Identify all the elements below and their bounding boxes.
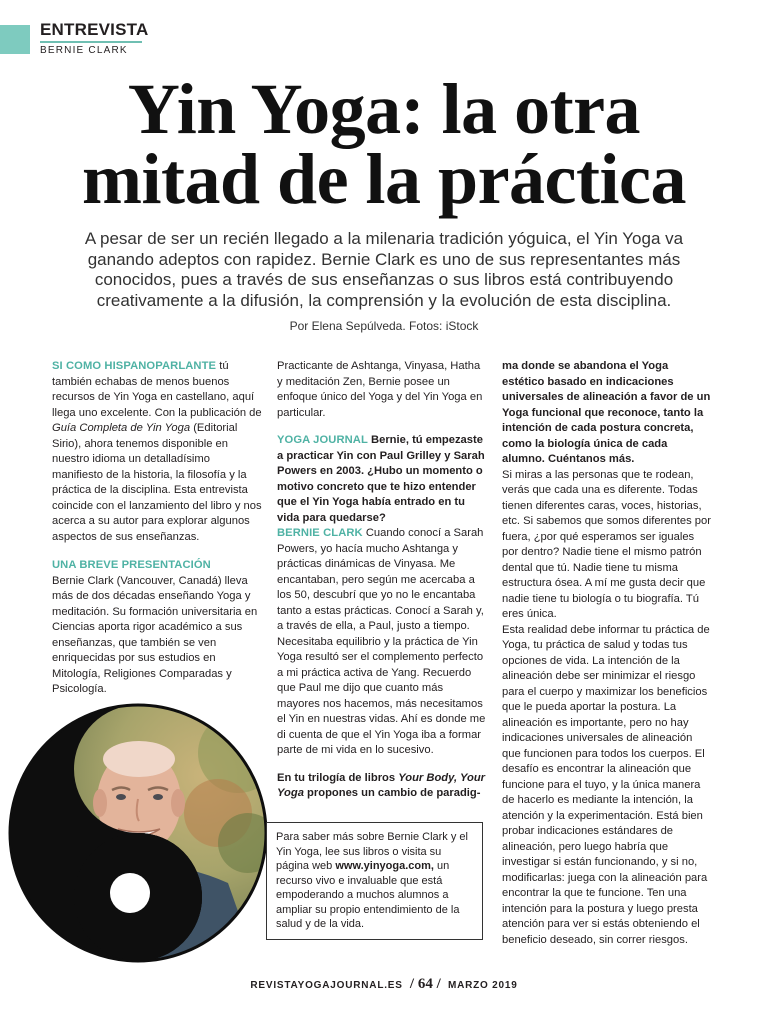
- answer-2-p1: Si miras a las personas que te rodean, verás que cada una es diferente. Todas tienen diferentes caras, voces, historias, etc. Si sabemos que somos diferentes por fuera, ¿por qué esperamos ser iguales por dentro? Nadie tiene el mismo patrón dental que tú. Nadie tiene tu misma estructura ósea. A mí me gusta decir que nadie tiene tu biología o tu biografía. Tú eres única.: [502, 468, 711, 620]
- interviewee-label: BERNIE CLARK: [277, 527, 363, 539]
- yin-yang-portrait: [8, 693, 268, 968]
- question-2-cont: [502, 359, 712, 468]
- info-text: un recurso vivo e invaluable que está empoderando a muchos alumnos a ampliar su propio entendimiento de la salud y de la vida.: [276, 860, 460, 930]
- footer-site: REVISTAYOGAJOURNAL.ES: [250, 980, 403, 991]
- section-color-tab: [0, 25, 30, 54]
- answer-2-p2: Esta realidad debe informar tu práctica de Yoga, tu práctica de salud y todas tus opciones de vida. La intención de la alineación debe ser minimizar el riesgo para el cuerpo y maximizar los beneficios que le pueda aportar la postura. La alineación es importante, pero no hay indicaciones universales de alineación que funcionen para todos los cuerpos. El desafío es encontrar la alineación que funcione para el tuyo, y la única manera de hacerlo es mediante la intención, la atención y la experimentación. Está bien probar indicaciones estándares de alineación, pero luego habría que investigar si están funcionando, y si no, modificarlas: juega con la alineación para encontrar la que te funcione. Ten una intención para la postura y luego presta atención para ver si estás obteniendo el beneficio deseado, sin correr riesgos.: [502, 623, 710, 946]
- footer-date: MARZO 2019: [447, 980, 518, 991]
- title-line-2: mitad de la práctica: [82, 139, 686, 219]
- subheading: UNA BREVE PRESENTACIÓN: [52, 559, 211, 571]
- paragraph-text: (Editorial Sirio), ahora tenemos disponible en nuestro idioma un detalladísimo manifiesto de la historia, la filosofía y la práctica de la disciplina. Esta entrevista coincide con el lanzamiento del libro y nos acerca a su autor para explorar algunos aspectos de sus enseñanzas.: [52, 422, 262, 543]
- book-title: Your Body, Your Yoga: [277, 771, 486, 799]
- page-title: [0, 69, 768, 219]
- answer-text: Cuando conocí a Sarah Powers, yo hacía mucho Ashtanga y prácticas dinámicas de Vinyasa. Me encantaban, pero según me acercaba a los 50, descubrí que yo no le encantaba tanto a estas prácticas. Conocí a Sarah y, a través de ella, a Paul, justo a tiempo. Necesitaba equilibrio y la práctica de Yin Yoga resultó ser el complemento perfecto a mi práctica activa de Yang. Recuerdo que Paul me dijo que cuanto más mayores nos hacemos, más necesitamos el Yin en nuestras vidas. Ahí es donde me di cuenta de que el Yin Yoga iba a formar parte de mi vida en lo sucesivo.: [277, 527, 486, 756]
- section-rule: [40, 41, 142, 43]
- section-author: BERNIE CLARK: [40, 44, 128, 56]
- answer-1: [277, 526, 486, 759]
- title-line-1: Yin Yoga: la otra: [127, 69, 641, 149]
- question-text: En tu trilogía de libros: [277, 771, 399, 784]
- lead-paragraph: A pesar de ser un recién llegado a la milenaria tradición yóguica, el Yin Yoga va ganando adeptos con rapidez. Bernie Clark es uno de sus representantes más conocidos, pues a través de sus enseñanzas o sus libros está contribuyendo creativamente a la difusión, la comprensión y la evolución de esta disciplina.: [84, 229, 684, 310]
- article-column-2: [277, 359, 486, 802]
- bio-paragraph: Bernie Clark (Vancouver, Canadá) lleva más de dos décadas enseñando Yoga y meditación. Su formación universitaria en Ciencias aporta rigor académico a sus enseñanzas, que también se ven enriquecidas por sus estudios en Mitología, Religiones Comparadas y Psicología.: [52, 574, 258, 695]
- info-text: Para saber más sobre Bernie Clark y el Yin Yoga, lee sus libros o visita su página web: [276, 831, 468, 872]
- book-title: Guía Completa de Yin Yoga: [52, 422, 191, 434]
- question-2: [277, 771, 486, 802]
- section-label: ENTREVISTA: [40, 20, 149, 39]
- section-header: [40, 19, 148, 56]
- article-column-3: [502, 359, 712, 948]
- byline: Por Elena Sepúlveda. Fotos: iStock: [289, 319, 479, 333]
- info-box: [266, 822, 483, 940]
- article-column-1: [52, 359, 262, 698]
- intro-paragraph: [52, 359, 262, 545]
- page-footer: [0, 976, 768, 993]
- page-number: / 64 /: [409, 976, 441, 992]
- interviewer-label: YOGA JOURNAL: [277, 434, 368, 446]
- question-text: propones un cambio de paradig-: [303, 787, 481, 799]
- question-text: ma donde se abandona el Yoga estético basado en indicaciones universales de alineación a favor de un Yoga funcional que reconoce, tanto la intención de cada postura concreta, como la biología única de cada alumno. Cuéntanos más.: [502, 360, 711, 465]
- question-text: Bernie, tú empezaste a practicar Yin con Paul Grilley y Sarah Powers en 2003. ¿Hubo un momento o motivo concreto que te hizo entender que el Yin Yoga había entrado en tu vida para quedarse?: [277, 434, 485, 524]
- bio-paragraph-cont: Practicante de Ashtanga, Vinyasa, Hatha y meditación Zen, Bernie posee un enfoque único del Yoga y del Yin Yoga en particular.: [277, 360, 483, 419]
- kicker: SI COMO HISPANOPARLANTE: [52, 360, 217, 372]
- website-link[interactable]: www.yinyoga.com,: [335, 860, 434, 872]
- paragraph-text: tú también echabas de menos buenos recursos de Yin Yoga en castellano, aquí llega uno excelente. Con la publicación de: [52, 360, 262, 419]
- question-1: [277, 433, 486, 526]
